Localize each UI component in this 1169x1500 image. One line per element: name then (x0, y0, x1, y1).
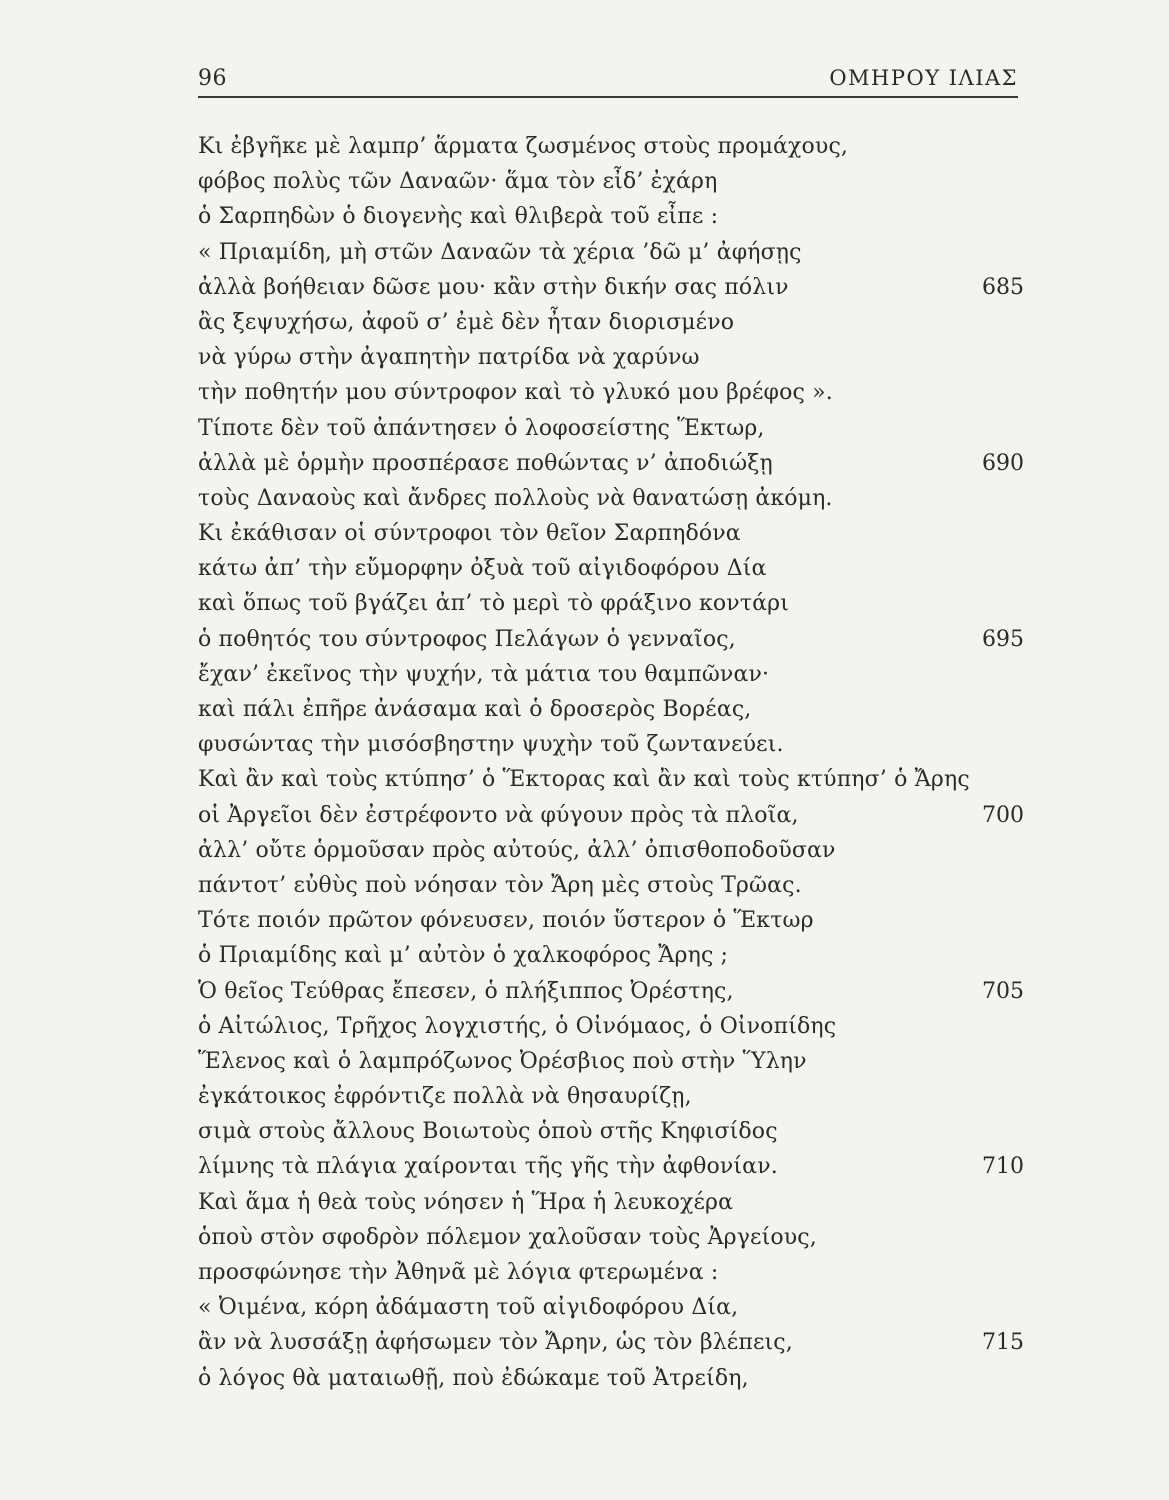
line-number: 685 (982, 274, 1024, 300)
verse-line (198, 411, 1028, 446)
verse-line (198, 833, 1028, 868)
header-rule (198, 96, 1018, 98)
verse-text: ἂς ξεψυχήσω, ἀφοῦ σ’ ἐμὲ δὲν ἦταν διορισμένο (198, 309, 735, 335)
verse-text: καὶ πάλι ἐπῆρε ἀνάσαμα καὶ ὁ δροσερὸς Βορέας, (198, 697, 752, 722)
verse-line (198, 1009, 1028, 1044)
verse-text: ὁ Αἰτώλιος, Τρῆχος λογχιστής, ὁ Οἰνόμαος, ὁ Οἰνοπίδης (198, 1013, 837, 1039)
line-number: 710 (982, 1154, 1024, 1180)
verse-text: φυσώντας τὴν μισόσβηστην ψυχὴν τοῦ ζωντανεύει. (198, 732, 784, 758)
verse-line (198, 938, 1028, 973)
verse-line (198, 1325, 1028, 1360)
verse-text: ἀλλὰ βοήθειαν δῶσε μου· κἂν στὴν δικήν σας πόλιν (198, 274, 789, 300)
verse-line (198, 762, 1028, 797)
verse-text: ὁ ποθητός του σύντροφος Πελάγων ὁ γενναῖος, (198, 626, 736, 652)
verse-line (198, 270, 1028, 305)
verse-line (198, 903, 1028, 938)
verse-line (198, 1114, 1028, 1149)
verse-line (198, 1255, 1028, 1290)
verse-line (198, 974, 1028, 1009)
line-number: 705 (982, 978, 1024, 1004)
verse-text: τὴν ποθητήν μου σύντροφον καὶ τὸ γλυκό μου βρέφος ». (198, 380, 833, 406)
verse-line (198, 657, 1028, 692)
verse-line (198, 305, 1028, 340)
verse-text: Καὶ ἂν καὶ τοὺς κτύπησ’ ὁ Ἕκτορας καὶ ἂν καὶ τοὺς κτύπησ’ ὁ Ἄρης (198, 767, 970, 793)
running-title: ΟΜΗΡΟΥ ΙΛΙΑΣ (829, 66, 1018, 90)
verse-text: λίμνης τὰ πλάγια χαίρονται τῆς γῆς τὴν ἀφθονίαν. (198, 1154, 778, 1180)
verse-text: ἀλλ’ οὔτε ὁρμοῦσαν πρὸς αὐτούς, ἀλλ’ ὀπισθοποδοῦσαν (198, 837, 836, 863)
verse-text: Ἕλενος καὶ ὁ λαμπρόζωνος Ὀρέσβιος ποὺ στὴν Ὕλην (198, 1048, 807, 1074)
verse-line (198, 446, 1028, 481)
line-number: 695 (982, 626, 1024, 652)
page-header (198, 66, 1018, 100)
verse-list (198, 129, 1028, 1396)
verse-line (198, 199, 1028, 234)
verse-line (198, 1220, 1028, 1255)
verse-text: προσφώνησε τὴν Ἀθηνᾶ μὲ λόγια φτερωμένα : (198, 1260, 719, 1285)
verse-text: « Πριαμίδη, μὴ στῶν Δαναῶν τὰ χέρια ’δῶ μ’ ἀφήσῃς (198, 239, 802, 265)
verse-text: σιμὰ στοὺς ἄλλους Βοιωτοὺς ὁποὺ στῆς Κηφισίδος (198, 1119, 778, 1145)
verse-line (198, 164, 1028, 199)
verse-text: Τότε ποιόν πρῶτον φόνευσεν, ποιόν ὕστερον ὁ Ἕκτωρ (198, 908, 814, 934)
verse-line (198, 622, 1028, 657)
verse-text: ὁ Σαρπηδὼν ὁ διογενὴς καὶ θλιβερὰ τοῦ εἶπε : (198, 204, 719, 230)
verse-text: καὶ ὅπως τοῦ βγάζει ἀπ’ τὸ μερὶ τὸ φράξινο κοντάρι (198, 591, 790, 617)
line-number: 690 (982, 450, 1024, 476)
verse-text: νὰ γύρω στὴν ἀγαπητὴν πατρίδα νὰ χαρύνω (198, 345, 700, 371)
verse-text: πάντοτ’ εὐθὺς ποὺ νόησαν τὸν Ἄρη μὲς στοὺς Τρῶας. (198, 872, 802, 898)
verse-text: ὁ λόγος θὰ ματαιωθῇ, ποὺ ἐδώκαμε τοῦ Ἀτρείδη, (198, 1365, 749, 1391)
verse-line (198, 340, 1028, 375)
verse-text: Τίποτε δὲν τοῦ ἀπάντησεν ὁ λοφοσείστης Ἕκτωρ, (198, 415, 765, 441)
verse-line (198, 1079, 1028, 1114)
verse-line (198, 375, 1028, 410)
verse-text: ἂν νὰ λυσσάξῃ ἀφήσωμεν τὸν Ἄρην, ὡς τὸν βλέπεις, (198, 1330, 793, 1356)
verse-text: « Ὀιμένα, κόρη ἀδάμαστη τοῦ αἰγιδοφόρου Δία, (198, 1295, 739, 1321)
verse-line (198, 129, 1028, 164)
verse-line (198, 727, 1028, 762)
verse-text: κάτω ἀπ’ τὴν εὔμορφην ὀξυὰ τοῦ αἰγιδοφόρου Δία (198, 556, 767, 582)
verse-text: Κι ἐκάθισαν οἱ σύντροφοι τὸν θεῖον Σαρπηδόνα (198, 521, 741, 547)
line-number: 715 (982, 1330, 1024, 1356)
verse-text: οἱ Ἀργεῖοι δὲν ἐστρέφοντο νὰ φύγουν πρὸς τὰ πλοῖα, (198, 802, 799, 828)
verse-text: τοὺς Δαναοὺς καὶ ἄνδρες πολλοὺς νὰ θανατώσῃ ἀκόμη. (198, 485, 833, 511)
verse-text: ἔχαν’ ἐκεῖνος τὴν ψυχήν, τὰ μάτια του θαμπῶναν· (198, 661, 770, 687)
verse-text: Κι ἐβγῆκε μὲ λαμπρ’ ἅρματα ζωσμένος στοὺς προμάχους, (198, 134, 849, 159)
verse-line (198, 516, 1028, 551)
line-number: 700 (982, 802, 1024, 828)
verse-text: φόβος πολὺς τῶν Δαναῶν· ἅμα τὸν εἶδ’ ἐχάρη (198, 169, 718, 195)
verse-text: Καὶ ἅμα ἡ θεὰ τοὺς νόησεν ἡ Ἥρα ἡ λευκοχέρα (198, 1189, 734, 1215)
verse-line (198, 551, 1028, 586)
verse-line (198, 235, 1028, 270)
verse-line (198, 1290, 1028, 1325)
verse-text: ὁποὺ στὸν σφοδρὸν πόλεμον χαλοῦσαν τοὺς Ἀργείους, (198, 1224, 817, 1250)
verse-text: ὁ Πριαμίδης καὶ μ’ αὐτὸν ὁ χαλκοφόρος Ἄρης ; (198, 943, 729, 969)
page-number: 96 (198, 66, 227, 91)
verse-line (198, 692, 1028, 727)
verse-line (198, 1185, 1028, 1220)
verse-line (198, 868, 1028, 903)
verse-line (198, 798, 1028, 833)
verse-text: ἀλλὰ μὲ ὁρμὴν προσπέρασε ποθώντας ν’ ἀποδιώξῃ (198, 450, 773, 476)
verse-text: Ὁ θεῖος Τεύθρας ἔπεσεν, ὁ πλήξιππος Ὀρέστης, (198, 978, 734, 1004)
verse-text: ἐγκάτοικος ἐφρόντιζε πολλὰ νὰ θησαυρίζῃ, (198, 1084, 692, 1110)
verse-line (198, 1361, 1028, 1396)
verse-line (198, 586, 1028, 621)
verse-line (198, 1044, 1028, 1079)
verse-line (198, 481, 1028, 516)
verse-line (198, 1149, 1028, 1184)
